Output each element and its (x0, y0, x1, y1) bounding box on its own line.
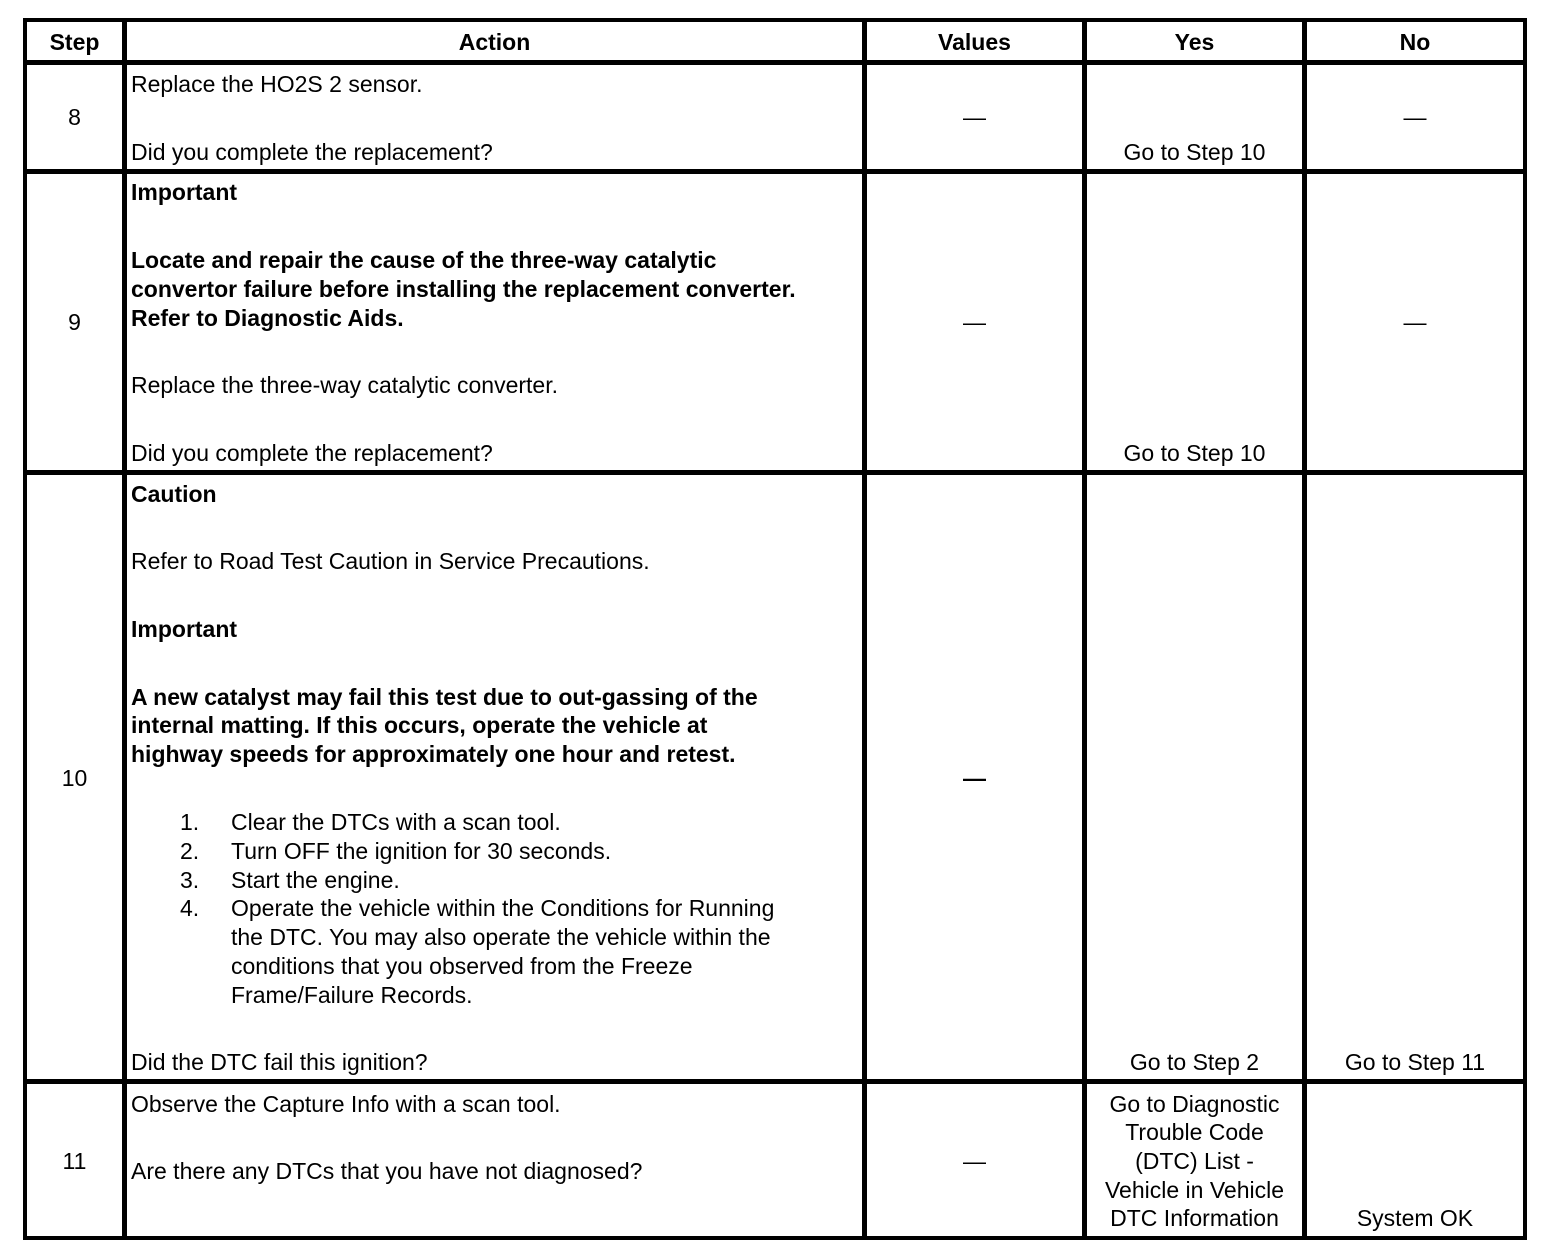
step-number: 9 (68, 309, 81, 335)
values-cell: — (963, 1148, 986, 1174)
yes-cell[interactable]: Go to Step 2 (1129, 1049, 1260, 1075)
caution-text: Refer to Road Test Caution in Service Precautions. (131, 548, 650, 574)
important-text: highway speeds for approximately one hour and retest. (131, 741, 736, 767)
header-action: Action (458, 29, 531, 55)
list-item-text: conditions that you observed from the Freeze (231, 953, 693, 979)
list-item-number: 1. (180, 809, 200, 835)
yes-cell-line: Vehicle in Vehicle (1104, 1177, 1284, 1203)
yes-cell[interactable]: Go to Step 10 (1123, 139, 1266, 165)
values-cell: — (963, 765, 986, 791)
list-item-text: Frame/Failure Records. (231, 982, 473, 1008)
list-item-text: Clear the DTCs with a scan tool. (231, 809, 561, 835)
action-question: Did you complete the replacement? (131, 139, 493, 165)
step-number: 8 (68, 104, 81, 130)
grid-line (23, 18, 27, 1240)
action-question: Did the DTC fail this ignition? (131, 1049, 428, 1075)
yes-cell-line: Go to Diagnostic (1109, 1091, 1280, 1117)
list-item-text: Start the engine. (231, 867, 400, 893)
step-number: 11 (62, 1148, 87, 1174)
yes-cell-line: DTC Information (1110, 1205, 1279, 1231)
important-text: internal matting. If this occurs, operate the vehicle at (131, 712, 708, 738)
header-values: Values (938, 29, 1011, 55)
grid-line (122, 18, 127, 1240)
no-cell: System OK (1356, 1205, 1474, 1231)
list-item-text: the DTC. You may also operate the vehicle within the (231, 924, 771, 950)
important-label: Important (131, 616, 238, 642)
grid-line (862, 18, 867, 1240)
list-item-number: 2. (180, 838, 200, 864)
yes-cell[interactable]: Go to Step 10 (1123, 440, 1266, 466)
header-yes: Yes (1174, 29, 1215, 55)
yes-cell-line: (DTC) List - (1135, 1148, 1254, 1174)
list-item-text: Turn OFF the ignition for 30 seconds. (231, 838, 612, 864)
important-text: Locate and repair the cause of the three-way catalytic (131, 247, 717, 273)
yes-cell-line: Trouble Code (1125, 1119, 1264, 1145)
list-item-text: Operate the vehicle within the Conditions for Running (231, 895, 775, 921)
no-cell: — (1403, 309, 1427, 335)
important-text: Refer to Diagnostic Aids. (131, 305, 404, 331)
action-text: Replace the three-way catalytic converter. (131, 372, 558, 398)
list-item-number: 4. (180, 895, 200, 921)
values-cell: — (963, 309, 986, 335)
important-text: A new catalyst may fail this test due to out-gassing of the (131, 684, 758, 710)
important-label: Important (131, 179, 238, 205)
important-text: convertor failure before installing the replacement converter. (131, 276, 796, 302)
step-number: 10 (61, 765, 88, 791)
action-question: Did you complete the replacement? (131, 440, 493, 466)
list-item-number: 3. (180, 867, 200, 893)
no-cell: — (1403, 104, 1427, 130)
action-text: Observe the Capture Info with a scan tool. (131, 1091, 561, 1117)
action-question: Are there any DTCs that you have not diagnosed? (131, 1158, 643, 1184)
action-text: Replace the HO2S 2 sensor. (131, 71, 423, 97)
caution-label: Caution (131, 481, 217, 507)
values-cell: — (963, 104, 986, 130)
header-step: Step (49, 29, 100, 55)
grid-line (1523, 18, 1527, 1240)
no-cell[interactable]: Go to Step 11 (1344, 1049, 1486, 1075)
header-no: No (1399, 29, 1431, 55)
